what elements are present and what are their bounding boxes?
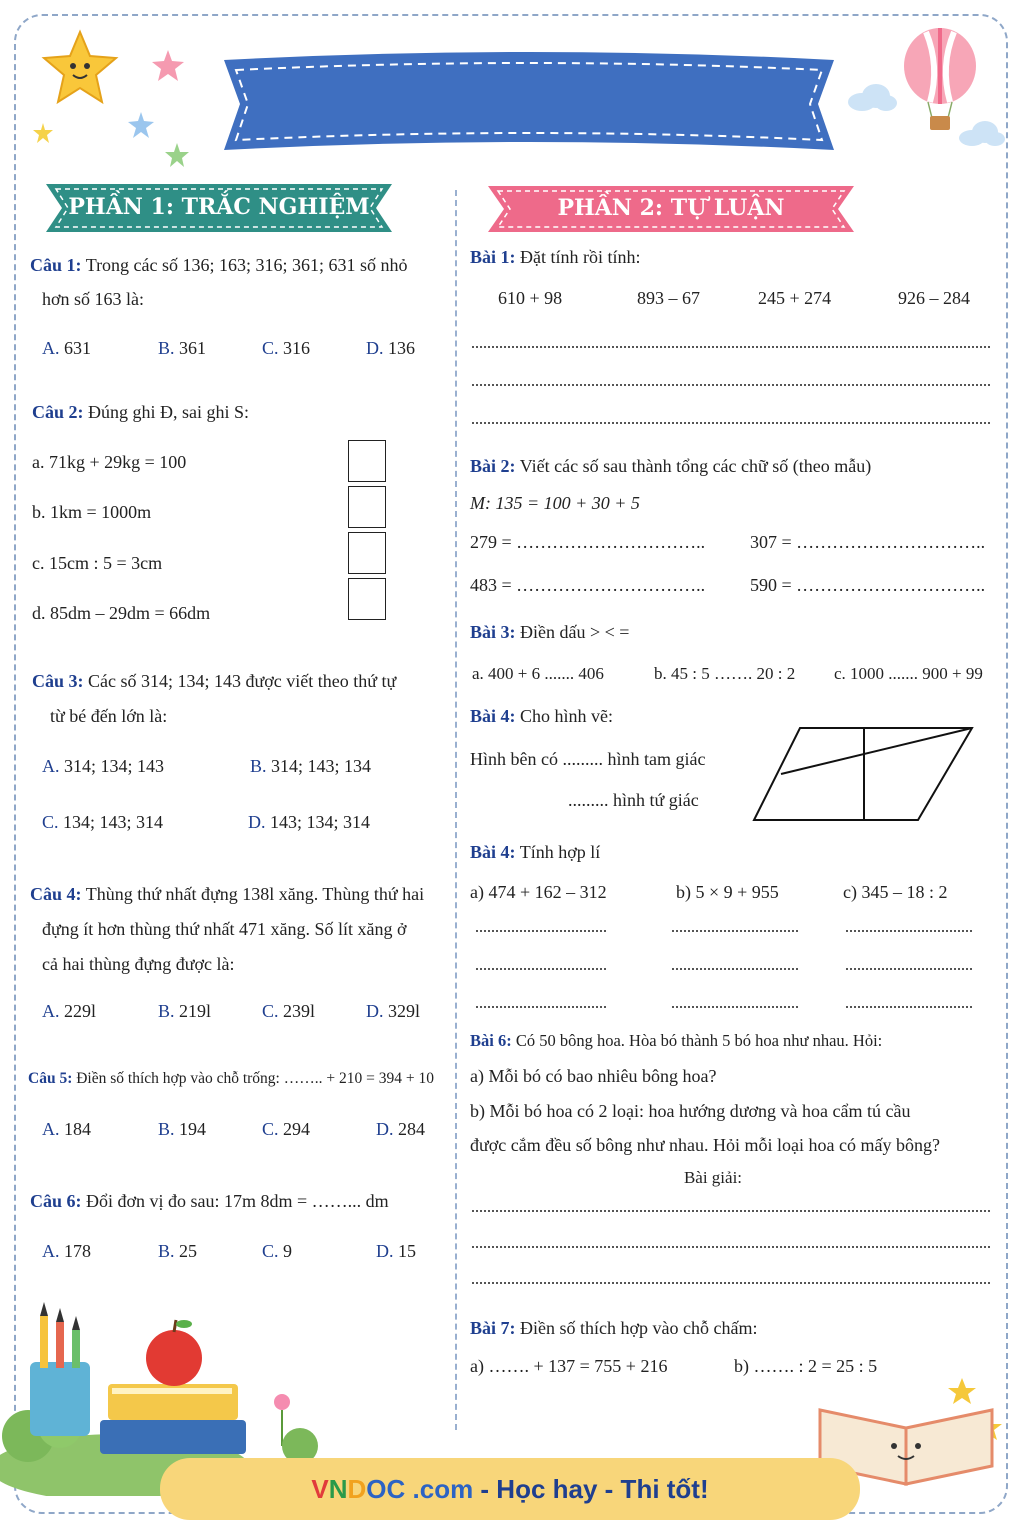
option-value: 194 <box>179 1119 207 1139</box>
column-divider <box>455 190 457 1430</box>
cloud-icon <box>956 120 1006 148</box>
option-value: 314; 134; 143 <box>64 756 165 776</box>
answer-line[interactable] <box>846 968 972 970</box>
brand-letter: D <box>347 1474 367 1504</box>
question-2 <box>32 395 249 429</box>
option-letter: A. <box>42 1001 60 1021</box>
expression: a) 474 + 162 – 312 <box>470 882 607 902</box>
answer-line[interactable] <box>472 422 990 424</box>
option-a[interactable] <box>42 1234 91 1268</box>
option-letter: A. <box>42 338 60 358</box>
answer-line[interactable] <box>846 930 972 932</box>
option-c[interactable] <box>262 994 315 1028</box>
option-letter: D. <box>366 338 384 358</box>
question-5 <box>28 1062 453 1096</box>
bai-7 <box>470 1311 757 1345</box>
option-value: 184 <box>64 1119 91 1139</box>
option-letter: B. <box>250 756 267 776</box>
exercise-text: Tính hợp lí <box>519 842 601 862</box>
figure-question[interactable]: ......... hình tứ giác <box>568 790 699 810</box>
exercise-label: Bài 4: <box>470 706 516 726</box>
option-c[interactable] <box>262 331 310 365</box>
answer-line[interactable] <box>672 1006 798 1008</box>
answer-line[interactable] <box>476 1006 606 1008</box>
exercise-text: Cho hình vẽ: <box>520 706 614 726</box>
option-letter: B. <box>158 338 175 358</box>
option-value: 316 <box>283 338 311 358</box>
fill-item[interactable]: 279 = ………………………….. <box>470 532 706 552</box>
expression: 610 + 98 <box>498 288 563 308</box>
question-3 <box>32 664 442 698</box>
footer-brand[interactable] <box>160 1474 860 1505</box>
option-value: 134; 143; 314 <box>63 812 164 832</box>
bai-3 <box>470 615 629 649</box>
option-letter: B. <box>158 1241 175 1261</box>
parallelogram-figure <box>750 724 980 826</box>
star-mascot-icon <box>40 28 120 108</box>
fill-item[interactable]: b) ……. : 2 = 25 : 5 <box>734 1356 878 1376</box>
question-text-cont: từ bé đến lớn là: <box>50 706 168 726</box>
answer-box[interactable] <box>348 532 386 574</box>
option-a[interactable] <box>42 994 96 1028</box>
question-label: Câu 6: <box>30 1191 82 1211</box>
option-d[interactable] <box>376 1112 425 1146</box>
exercise-label: Bài 2: <box>470 456 516 476</box>
option-letter: A. <box>42 756 60 776</box>
pink-star-icon <box>150 48 186 84</box>
tf-item: c. 15cm : 5 = 3cm <box>32 553 163 573</box>
sub-question: b) Mỗi bó hoa có 2 loại: hoa hướng dương và hoa cẩm tú cầu <box>470 1101 911 1121</box>
option-letter: C. <box>262 1241 279 1261</box>
question-label: Câu 3: <box>32 671 84 691</box>
fill-item[interactable]: 307 = ………………………….. <box>750 532 986 552</box>
option-value: 631 <box>64 338 91 358</box>
bai-2 <box>470 449 871 483</box>
option-letter: B. <box>158 1001 175 1021</box>
fill-item[interactable]: a) ……. + 137 = 755 + 216 <box>470 1356 668 1376</box>
option-value: 294 <box>283 1119 311 1139</box>
blue-star-icon <box>126 110 156 140</box>
question-label: Câu 5: <box>28 1070 73 1087</box>
brand-letter: C <box>386 1474 406 1504</box>
compare-item[interactable]: a. 400 + 6 ....... 406 <box>472 664 604 683</box>
question-label: Câu 2: <box>32 402 84 422</box>
option-letter: A. <box>42 1241 60 1261</box>
option-letter: D. <box>376 1119 394 1139</box>
expression: c) 345 – 18 : 2 <box>843 882 948 902</box>
question-text: Thùng thứ nhất đựng 138l xăng. Thùng thứ hai <box>85 884 425 904</box>
tf-item: b. 1km = 1000m <box>32 502 152 522</box>
exercise-text: Đặt tính rồi tính: <box>520 247 641 267</box>
option-b[interactable] <box>158 331 206 365</box>
option-letter: D. <box>248 812 266 832</box>
exercise-label: Bài 4: <box>470 842 516 862</box>
answer-line[interactable] <box>472 1282 990 1284</box>
compare-item[interactable]: c. 1000 ....... 900 + 99 <box>834 664 983 683</box>
question-text-cont: hơn số 163 là: <box>42 289 145 309</box>
question-text: Các số 314; 134; 143 được viết theo thứ tự <box>88 671 397 691</box>
answer-box[interactable] <box>348 578 386 620</box>
option-value: 314; 143; 134 <box>271 756 372 776</box>
option-a[interactable] <box>42 749 164 783</box>
question-text: Đổi đơn vị đo sau: 17m 8dm = ……... dm <box>86 1191 389 1211</box>
option-letter: B. <box>158 1119 175 1139</box>
option-letter: A. <box>42 1119 60 1139</box>
option-b[interactable] <box>158 1234 197 1268</box>
option-letter: C. <box>262 338 279 358</box>
question-label: Câu 1: <box>30 255 82 275</box>
option-letter: C. <box>262 1001 279 1021</box>
compare-item[interactable]: b. 45 : 5 ……. 20 : 2 <box>654 664 796 683</box>
option-value: 9 <box>283 1241 293 1261</box>
option-letter: C. <box>42 812 59 832</box>
answer-line[interactable] <box>846 1006 972 1008</box>
answer-box[interactable] <box>348 486 386 528</box>
part2-title: PHẦN 2: TỰ LUẬN <box>557 195 785 221</box>
small-star-icon <box>32 122 54 144</box>
answer-line[interactable] <box>472 384 990 386</box>
fill-item[interactable]: 590 = ………………………….. <box>750 575 986 595</box>
tf-item: d. 85dm – 29dm = 66dm <box>32 603 211 623</box>
option-a[interactable] <box>42 1112 91 1146</box>
bai-6 <box>470 1024 882 1058</box>
option-b[interactable] <box>158 994 211 1028</box>
fill-item[interactable]: 483 = ………………………….. <box>470 575 706 595</box>
option-value: 239l <box>283 1001 316 1021</box>
option-c[interactable] <box>262 1112 310 1146</box>
option-letter: C. <box>262 1119 279 1139</box>
example: M: 135 = 100 + 30 + 5 <box>470 493 640 513</box>
exercise-text: Có 50 bông hoa. Hòa bó thành 5 bó hoa như nhau. Hỏi: <box>515 1031 883 1050</box>
option-value: 136 <box>388 338 415 358</box>
exercise-label: Bài 1: <box>470 247 516 267</box>
option-value: 15 <box>398 1241 416 1261</box>
option-d[interactable] <box>248 805 370 839</box>
answer-line[interactable] <box>472 346 990 348</box>
answer-line[interactable] <box>476 968 606 970</box>
option-value: 219l <box>179 1001 212 1021</box>
solution-heading: Bài giải: <box>683 1168 743 1187</box>
question-4 <box>30 877 450 911</box>
question-1 <box>30 248 440 282</box>
option-c[interactable] <box>262 1234 292 1268</box>
expression: 245 + 274 <box>758 288 832 308</box>
question-text: Trong các số 136; 163; 316; 361; 631 số nhỏ <box>85 255 408 275</box>
figure-question[interactable]: Hình bên có ......... hình tam giác <box>470 749 706 769</box>
exercise-text: Điền dấu > < = <box>520 622 630 642</box>
option-value: 329l <box>388 1001 421 1021</box>
option-b[interactable] <box>250 749 371 783</box>
question-text: Đúng ghi Đ, sai ghi S: <box>88 402 250 422</box>
slogan: - Học hay - Thi tốt! <box>473 1474 709 1504</box>
expression: 926 – 284 <box>898 288 970 308</box>
exercise-label: Bài 3: <box>470 622 516 642</box>
part1-title: PHẦN 1: TRẮC NGHIỆM <box>68 194 370 220</box>
question-6 <box>30 1184 389 1218</box>
option-d[interactable] <box>366 994 420 1028</box>
option-letter: D. <box>366 1001 384 1021</box>
sub-question: a) Mỗi bó có bao nhiêu bông hoa? <box>470 1066 717 1086</box>
option-value: 229l <box>64 1001 97 1021</box>
title-banner <box>220 50 838 158</box>
expression: 893 – 67 <box>637 288 700 308</box>
option-value: 178 <box>64 1241 91 1261</box>
question-text-cont: đựng ít hơn thùng thứ nhất 471 xăng. Số lít xăng ở <box>42 919 407 939</box>
bai-4-calc <box>470 835 600 869</box>
exercise-label: Bài 7: <box>470 1318 516 1338</box>
exercise-text: Viết các số sau thành tổng các chữ số (theo mẫu) <box>519 456 872 476</box>
option-d[interactable] <box>376 1234 416 1268</box>
exercise-text: Điền số thích hợp vào chỗ chấm: <box>520 1318 758 1338</box>
green-star-icon <box>164 142 190 168</box>
bai-4-figure <box>470 699 613 733</box>
option-value: 25 <box>179 1241 198 1261</box>
option-b[interactable] <box>158 1112 206 1146</box>
question-text-cont: cả hai thùng đựng được là: <box>42 954 235 974</box>
cloud-icon <box>844 82 898 112</box>
exercise-label: Bài 6: <box>470 1031 512 1050</box>
answer-line[interactable] <box>476 930 606 932</box>
brand-letter: V <box>311 1474 329 1504</box>
expression: b) 5 × 9 + 955 <box>676 882 779 902</box>
brand-domain: .com <box>405 1474 474 1504</box>
option-value: 361 <box>179 338 207 358</box>
question-text: Điền số thích hợp vào chỗ trống: …….. + 210 = 394 + 10 <box>76 1070 434 1087</box>
brand-letter: N <box>328 1474 348 1504</box>
tf-item: a. 71kg + 29kg = 100 <box>32 452 187 472</box>
answer-box[interactable] <box>348 440 386 482</box>
answer-line[interactable] <box>672 968 798 970</box>
option-value: 284 <box>398 1119 425 1139</box>
sub-question-cont: được cắm đều số bông như nhau. Hỏi mỗi loại hoa có mấy bông? <box>470 1135 940 1155</box>
option-letter: D. <box>376 1241 394 1261</box>
question-label: Câu 4: <box>30 884 82 904</box>
answer-line[interactable] <box>672 930 798 932</box>
answer-line[interactable] <box>472 1246 990 1248</box>
option-d[interactable] <box>366 331 415 365</box>
bai-1 <box>470 240 641 274</box>
answer-line[interactable] <box>472 1210 990 1212</box>
option-value: 143; 134; 314 <box>270 812 371 832</box>
option-a[interactable] <box>42 331 91 365</box>
brand-letter: O <box>366 1474 387 1504</box>
option-c[interactable] <box>42 805 163 839</box>
